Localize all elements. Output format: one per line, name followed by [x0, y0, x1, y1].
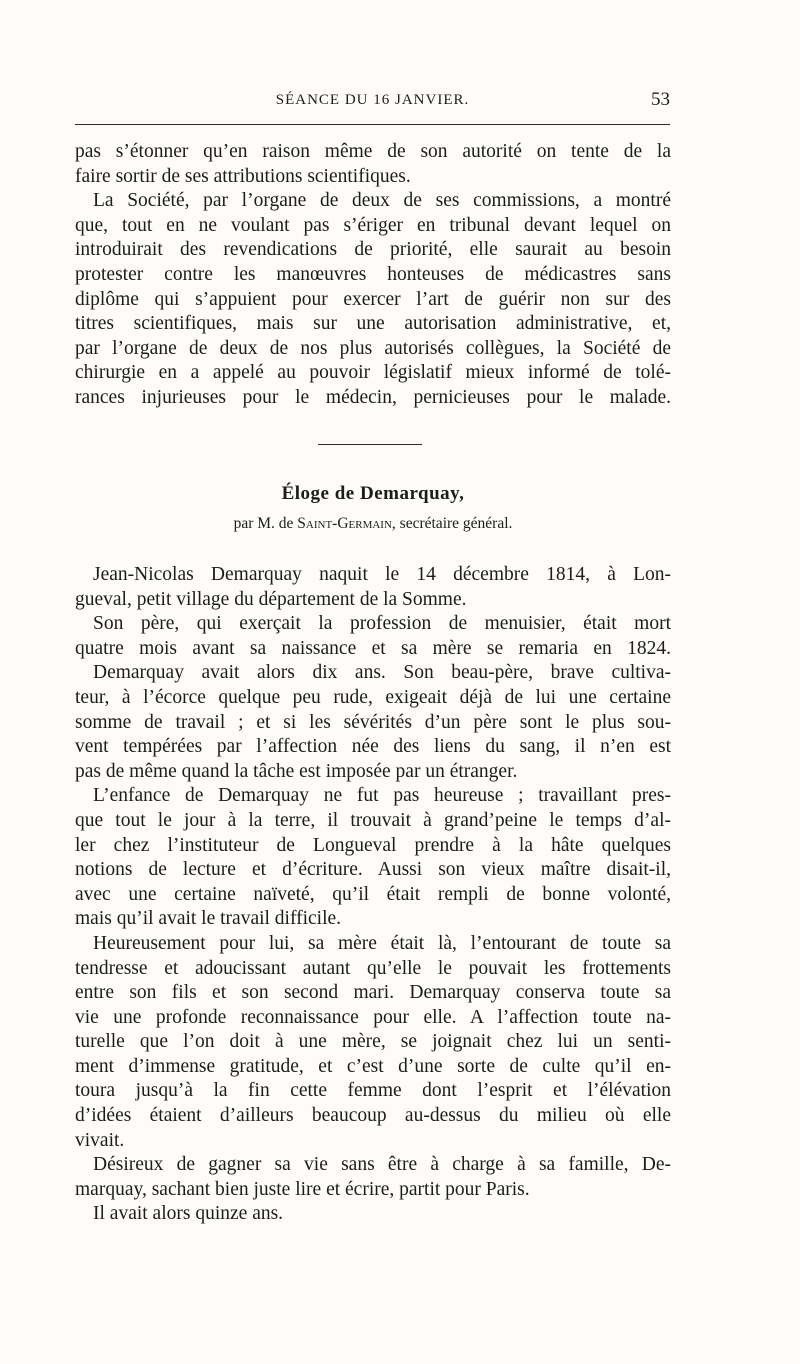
- text-line: faire sortir de ses attributions scientifiques.: [75, 165, 411, 187]
- text-line: Il avait alors quinze ans.: [93, 1203, 284, 1225]
- text-line: vent tempérées par l’affection née des liens du sang, il n’en est: [75, 736, 671, 758]
- text-line: ment d’immense gratitude, et c’est d’une sorte de culte qu’il en-: [75, 1055, 671, 1077]
- text-line: d’idées étaient d’ailleurs beaucoup au-dessus du milieu où elle: [75, 1105, 671, 1127]
- text-line: Heureusement pour lui, sa mère était là, l’entourant de toute sa: [93, 932, 671, 954]
- text-line: par l’organe de deux de nos plus autorisés collègues, la Société de: [75, 337, 671, 359]
- text-line: avec une certaine naïveté, qu’il était rempli de bonne volonté,: [75, 883, 671, 905]
- text-line: Désireux de gagner sa vie sans être à charge à sa famille, De-: [93, 1154, 671, 1176]
- running-title: SÉANCE DU 16 JANVIER.: [275, 92, 470, 108]
- byline-author: Saint-Germain: [297, 515, 392, 532]
- text-line: mais qu’il avait le travail difficile.: [75, 908, 342, 930]
- section-divider: [318, 444, 422, 445]
- intro-text: [75, 140, 671, 411]
- text-line: vivait.: [75, 1129, 125, 1151]
- text-line: tendresse et adoucissant autant qu’elle le pouvait les frottements: [75, 957, 671, 979]
- text-line: vie une profonde reconnaissance pour elle. A l’affection toute na-: [75, 1006, 671, 1028]
- text-line: turelle que l’on doit à une mère, se joignait chez lui un senti-: [75, 1031, 671, 1053]
- text-line: pas s’étonner qu’en raison même de son autorité on tente de la: [75, 141, 671, 162]
- text-line: que, tout en ne voulant pas s’ériger en tribunal devant lequel on: [75, 214, 671, 236]
- text-line: teur, à l’écorce quelque peu rude, exigeait déjà de lui une certaine: [75, 686, 671, 708]
- text-line: marquay, sachant bien juste lire et écrire, partit pour Paris.: [75, 1178, 530, 1200]
- header-rule: [75, 124, 670, 125]
- text-line: toura jusqu’à la fin cette femme dont l’esprit et l’élévation: [75, 1080, 671, 1102]
- text-line: introduirait des revendications de priorité, elle saurait au besoin: [75, 239, 671, 261]
- text-line: La Société, par l’organe de deux de ses commissions, a montré: [93, 190, 671, 212]
- text-line: chirurgie en a appelé au pouvoir législatif mieux informé de tolé-: [75, 362, 671, 384]
- byline-prefix: par M. de: [233, 515, 294, 532]
- text-line: ler chez l’instituteur de Longueval prendre à la hâte quelques: [75, 834, 671, 856]
- byline-suffix: , secrétaire général.: [391, 515, 513, 532]
- text-line: L’enfance de Demarquay ne fut pas heureuse ; travaillant pres-: [93, 785, 671, 807]
- text-line: Son père, qui exerçait la profession de menuisier, était mort: [93, 613, 671, 635]
- body-text: [75, 563, 671, 1227]
- text-line: rances injurieuses pour le médecin, pernicieuses pour le malade.: [75, 386, 671, 408]
- text-line: gueval, petit village du département de la Somme.: [75, 588, 467, 610]
- page-number: 53: [651, 89, 670, 110]
- text-line: protester contre les manœuvres honteuses de médicastres sans: [75, 263, 671, 285]
- text-line: Demarquay avait alors dix ans. Son beau-père, brave cultiva-: [93, 662, 671, 684]
- text-line: quatre mois avant sa naissance et sa mère se remaria en 1824.: [75, 637, 671, 659]
- text-line: pas de même quand la tâche est imposée par un étranger.: [75, 760, 518, 782]
- text-line: diplôme qui s’appuient pour exercer l’art de guérir non sur des: [75, 288, 671, 310]
- text-line: entre son fils et son second mari. Demarquay conserva toute sa: [75, 982, 671, 1004]
- section-title: Éloge de Demarquay,: [281, 483, 465, 504]
- text-line: titres scientifiques, mais sur une autorisation administrative, et,: [75, 313, 671, 335]
- text-line: Jean-Nicolas Demarquay naquit le 14 décembre 1814, à Lon-: [93, 564, 671, 585]
- byline: [75, 515, 671, 533]
- text-line: somme de travail ; et si les sévérités d’un père sont le plus sou-: [75, 711, 671, 733]
- running-head: [75, 88, 670, 114]
- text-line: que tout le jour à la terre, il trouvait à grand’peine le temps d’al-: [75, 809, 671, 831]
- text-line: notions de lecture et d’écriture. Aussi son vieux maître disait-il,: [75, 859, 671, 881]
